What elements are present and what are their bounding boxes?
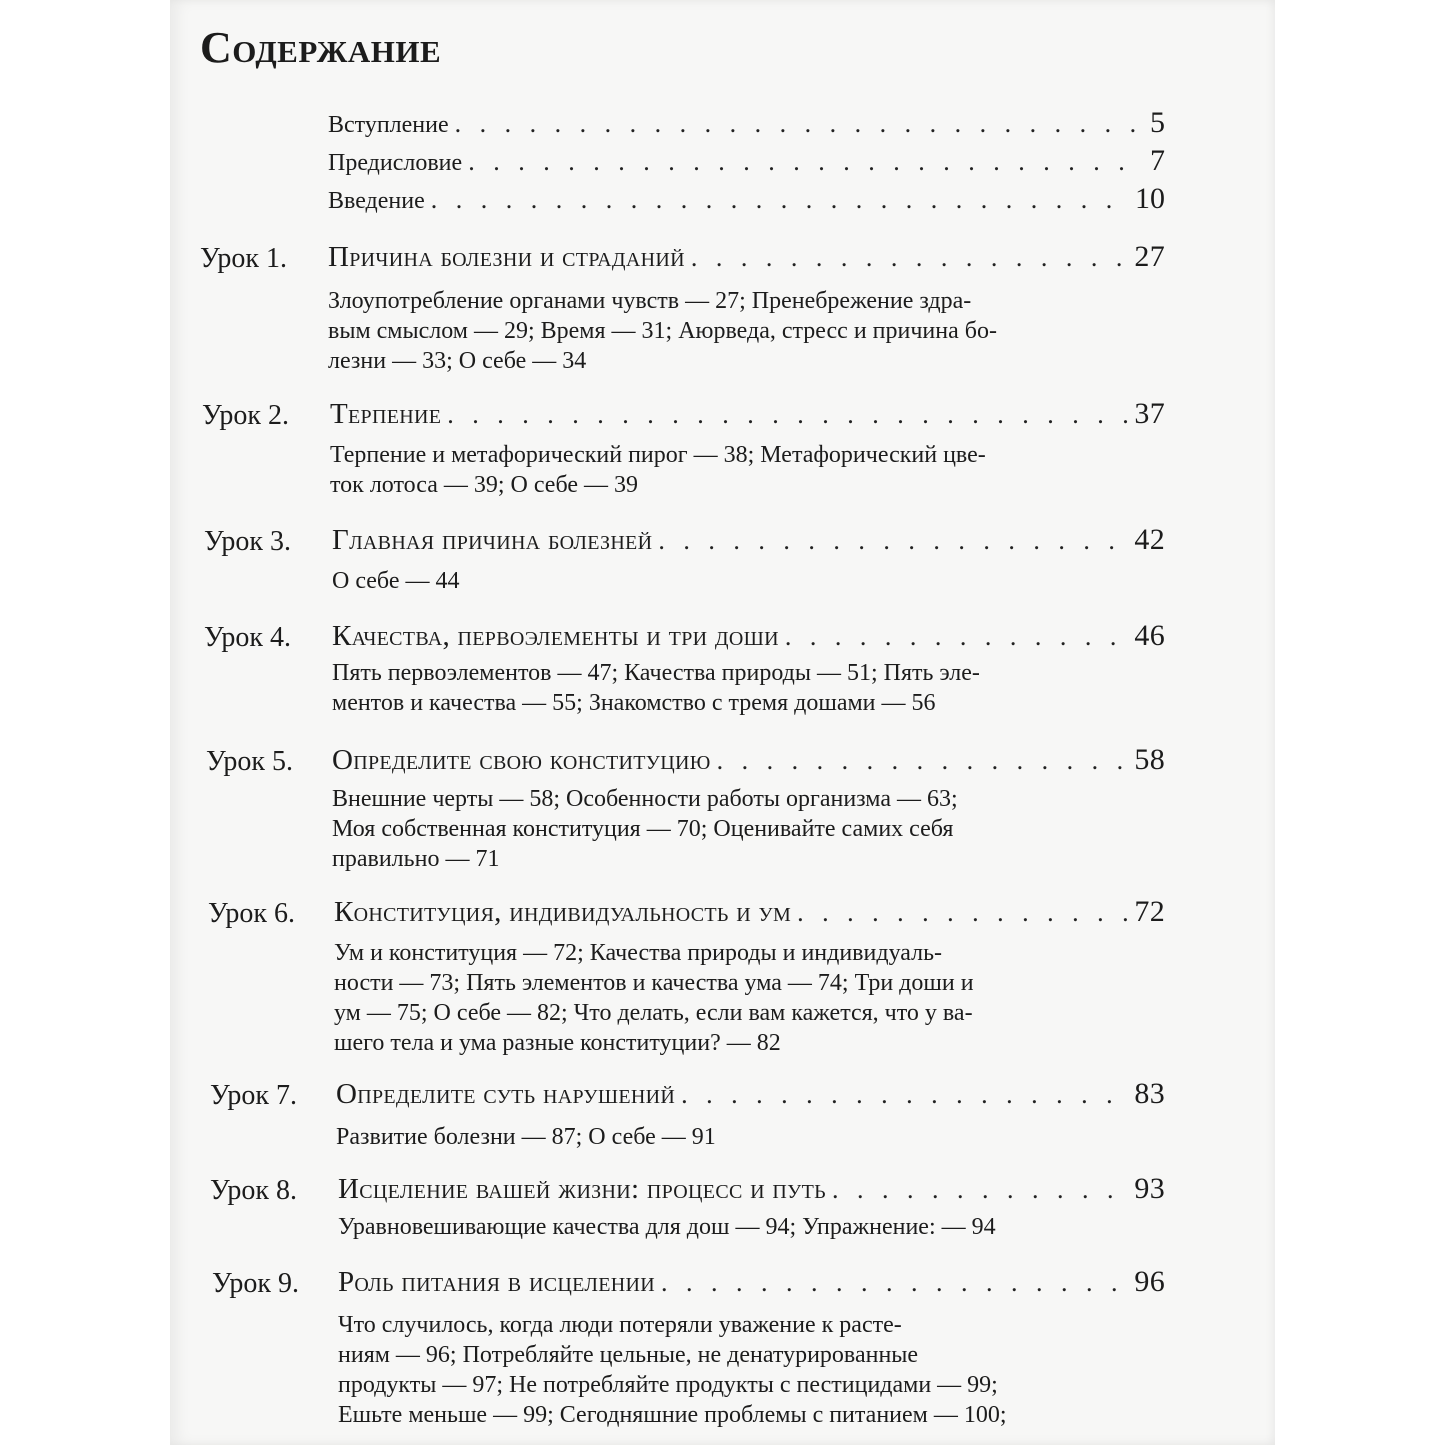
chapter-subentries bbox=[332, 784, 1112, 874]
lesson-number: Урок 7. bbox=[210, 1080, 297, 1111]
lesson-number: Урок 4. bbox=[204, 622, 291, 653]
lesson-number: Урок 6. bbox=[208, 898, 295, 929]
leader-dots bbox=[832, 1175, 1128, 1205]
leader-dots bbox=[717, 746, 1129, 776]
toc-entry-page: 7 bbox=[1150, 144, 1165, 177]
leader-dots bbox=[447, 400, 1128, 430]
lesson-number: Урок 3. bbox=[204, 526, 291, 557]
subentry-line: шего тела и ума разные конституции? — 82 bbox=[334, 1030, 781, 1056]
leader-dots bbox=[468, 147, 1144, 177]
page-title: Содержание bbox=[200, 23, 442, 72]
subentry-line: Терпение и метафорический пирог — 38; Метафорический цве- bbox=[330, 442, 986, 468]
chapter-page: 83 bbox=[1134, 1077, 1165, 1110]
toc-entry-front bbox=[328, 182, 1165, 216]
subentry-line: ниям — 96; Потребляйте цельные, не денатурированные bbox=[338, 1342, 919, 1368]
lesson-number: Урок 5. bbox=[206, 746, 293, 777]
subentry-line: Пять первоэлементов — 47; Качества природы — 51; Пять эле- bbox=[332, 660, 980, 686]
subentry-line: вым смыслом — 29; Время — 31; Аюрведа, стресс и причина бо- bbox=[328, 318, 997, 344]
chapter-page: 93 bbox=[1134, 1172, 1165, 1205]
toc-entry-page: 5 bbox=[1150, 106, 1165, 139]
chapter-title: Терпение bbox=[330, 398, 442, 430]
subentry-line: Ум и конституция — 72; Качества природы и индивидуаль- bbox=[334, 940, 943, 966]
toc-entry-label: Введение bbox=[328, 188, 425, 214]
leader-dots bbox=[431, 185, 1129, 215]
toc-chapter-entry bbox=[330, 397, 1165, 431]
leader-dots bbox=[681, 1080, 1128, 1110]
chapter-page: 27 bbox=[1134, 240, 1165, 273]
chapter-page: 96 bbox=[1134, 1265, 1165, 1298]
subentry-line: продукты — 97; Не потребляйте продукты с пестицидами — 99; bbox=[338, 1372, 998, 1398]
leader-dots bbox=[691, 243, 1129, 273]
chapter-title: Причина болезни и страданий bbox=[328, 241, 685, 273]
toc-chapter-entry bbox=[338, 1265, 1165, 1299]
chapter-title: Главная причина болезней bbox=[332, 524, 653, 556]
chapter-title: Определите свою конституцию bbox=[332, 744, 711, 776]
toc-chapter-entry bbox=[332, 523, 1165, 557]
leader-dots bbox=[658, 526, 1128, 556]
subentry-line: О себе — 44 bbox=[332, 568, 460, 594]
subentry-line: Ешьте меньше — 99; Сегодняшние проблемы с питанием — 100; bbox=[338, 1402, 1007, 1428]
lesson-number: Урок 8. bbox=[210, 1175, 297, 1206]
subentry-line: ментов и качества — 55; Знакомство с тремя дошами — 56 bbox=[332, 690, 936, 716]
toc-chapter-entry bbox=[328, 240, 1165, 274]
toc-chapter-entry bbox=[336, 1077, 1165, 1111]
book-page bbox=[170, 0, 1275, 1445]
subentry-line: Развитие болезни — 87; О себе — 91 bbox=[336, 1124, 716, 1150]
chapter-subentries bbox=[330, 440, 1110, 500]
toc-entry-front bbox=[328, 144, 1165, 178]
leader-dots bbox=[797, 898, 1128, 928]
subentry-line: Что случилось, когда люди потеряли уважение к расте- bbox=[338, 1312, 902, 1338]
lesson-number: Урок 1. bbox=[200, 243, 287, 274]
chapter-title: Исцеление вашей жизни: процесс и путь bbox=[338, 1173, 826, 1205]
chapter-subentries bbox=[336, 1122, 1116, 1152]
chapter-page: 42 bbox=[1134, 523, 1165, 556]
chapter-title: Конституция, индивидуальность и ум bbox=[334, 896, 792, 928]
subentry-line: Уравновешивающие качества для дош — 94; Упражнение: — 94 bbox=[338, 1214, 996, 1240]
toc-chapter-entry bbox=[338, 1172, 1165, 1206]
subentry-line: ности — 73; Пять элементов и качества ума — 74; Три доши и bbox=[334, 970, 974, 996]
chapter-subentries bbox=[338, 1310, 1113, 1430]
chapter-subentries bbox=[338, 1212, 1118, 1242]
toc-entry-label: Предисловие bbox=[328, 150, 463, 176]
toc-chapter-entry bbox=[334, 895, 1165, 929]
leader-dots bbox=[661, 1268, 1128, 1298]
chapter-title: Роль питания в исцелении bbox=[338, 1266, 655, 1298]
toc-chapter-entry bbox=[332, 743, 1165, 777]
leader-dots bbox=[785, 622, 1129, 652]
chapter-subentries bbox=[332, 658, 1112, 718]
chapter-title: Качества, первоэлементы и три доши bbox=[332, 620, 779, 652]
chapter-page: 58 bbox=[1134, 743, 1165, 776]
toc-entry-page: 10 bbox=[1135, 182, 1165, 215]
leader-dots bbox=[455, 109, 1144, 139]
toc-chapter-entry bbox=[332, 619, 1165, 653]
subentry-line: Моя собственная конституция — 70; Оценивайте самих себя bbox=[332, 816, 954, 842]
chapter-subentries bbox=[334, 938, 1114, 1058]
chapter-subentries bbox=[328, 286, 1108, 376]
lesson-number: Урок 2. bbox=[202, 400, 289, 431]
lesson-number: Урок 9. bbox=[212, 1268, 299, 1299]
chapter-page: 37 bbox=[1134, 397, 1165, 430]
toc-entry-front bbox=[328, 106, 1165, 140]
chapter-page: 46 bbox=[1134, 619, 1165, 652]
chapter-page: 72 bbox=[1134, 895, 1165, 928]
subentry-line: Внешние черты — 58; Особенности работы организма — 63; bbox=[332, 786, 958, 812]
subentry-line: Злоупотребление органами чувств — 27; Пренебрежение здра- bbox=[328, 288, 972, 314]
toc-entry-label: Вступление bbox=[328, 112, 449, 138]
subentry-line: правильно — 71 bbox=[332, 846, 500, 872]
subentry-line: лезни — 33; О себе — 34 bbox=[328, 348, 587, 374]
subentry-line: ум — 75; О себе — 82; Что делать, если вам кажется, что у ва- bbox=[334, 1000, 973, 1026]
subentry-line: ток лотоса — 39; О себе — 39 bbox=[330, 472, 639, 498]
chapter-subentries bbox=[332, 566, 1112, 596]
chapter-title: Определите суть нарушений bbox=[336, 1078, 676, 1110]
